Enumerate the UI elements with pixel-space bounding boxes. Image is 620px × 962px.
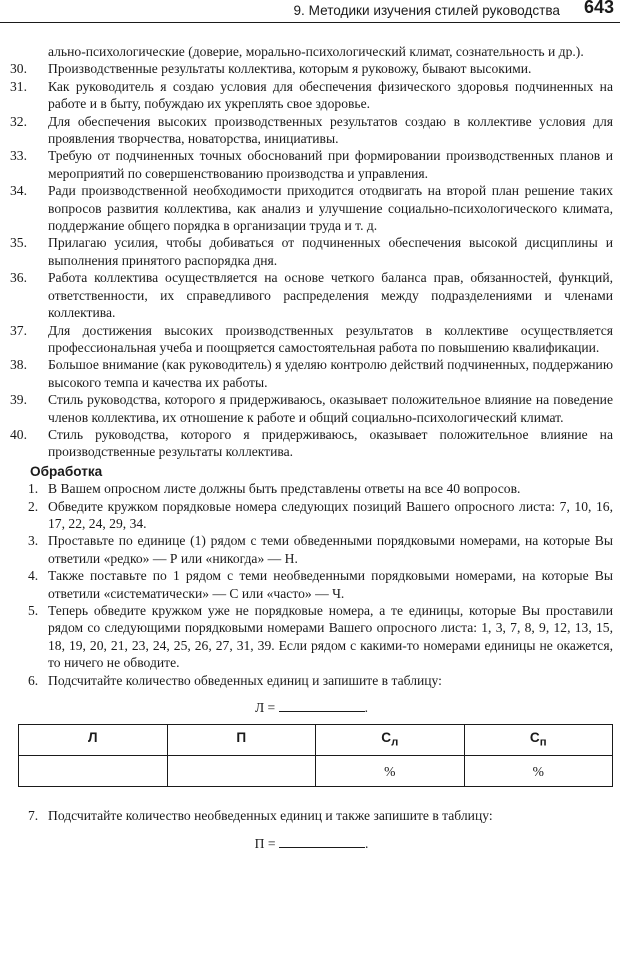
item-number: 32. xyxy=(10,113,27,129)
item-number: 38. xyxy=(10,357,27,373)
list-item xyxy=(10,356,613,391)
item-number: 30. xyxy=(10,61,27,77)
results-table xyxy=(18,724,613,787)
chapter-title: 9. Методики изучения стилей руководства xyxy=(293,3,560,18)
item-number: 35. xyxy=(10,235,27,251)
step-item xyxy=(10,807,613,824)
table-header-cell: П xyxy=(167,725,316,756)
table-cell: % xyxy=(464,756,613,787)
item-text: Ради производственной необходимости приходится отодвигать на второй план решение таких вопросов развития коллектива, как анализ и улучшение социально-психологического климата, поддержание общего порядка в организации труда и т. д. xyxy=(48,183,613,234)
step-text: В Вашем опросном листе должны быть представлены ответы на все 40 вопросов. xyxy=(48,481,521,497)
section-heading: Обработка xyxy=(30,463,103,479)
step-number: 7. xyxy=(28,808,39,824)
table-row xyxy=(19,756,613,787)
item-number: 33. xyxy=(10,148,27,164)
formula-l xyxy=(10,699,613,716)
step-number: 4. xyxy=(28,568,39,584)
item-text: Стиль руководства, которого я придерживаюсь, оказывает положительное влияние на производственные результаты коллектива. xyxy=(48,426,613,460)
questionnaire-items xyxy=(10,60,613,460)
step-item xyxy=(10,480,613,497)
item-text: Прилагаю усилия, чтобы добиваться от подчиненных обеспечения высокой дисциплины и выполнения принятого распорядка дня. xyxy=(48,235,613,268)
list-item xyxy=(10,182,613,234)
step-text: Проставьте по единице (1) рядом с теми обведенными порядковыми номерами, на которые Вы ответили «редко» — Р или «никогда» — Н. xyxy=(48,533,613,566)
list-item xyxy=(10,269,613,321)
step-number: 5. xyxy=(28,603,39,618)
list-item xyxy=(10,113,613,148)
list-item xyxy=(10,234,613,269)
step-number: 6. xyxy=(28,672,39,688)
step-text: Обведите кружком порядковые номера следующих позиций Вашего опросного листа: 7, 10, 16, 17, 22, 24, 29, 34. xyxy=(48,498,613,531)
item-text: Для обеспечения высоких производственных результатов создаю в коллективе условия для проявления творчества, новаторства, инициативы. xyxy=(48,113,613,147)
step-text: Теперь обведите кружком уже не порядковые номера, а те единицы, которые Вы проставили рядом со следующими порядковыми номерами Вашего опросного листа: 1, 3, 7, 8, 9, 12, 13, 15, 18, 19, 20, 21, 23, 24, 25, 26, 27, 31, 39. Если рядом с какими-то номерами единицы не окажется, то ничего не обводите. xyxy=(48,603,613,671)
formula-label: П = xyxy=(254,835,276,851)
list-item xyxy=(10,60,613,77)
step-item xyxy=(10,498,613,533)
formula-p xyxy=(10,835,613,852)
step-item xyxy=(10,567,613,602)
page-header xyxy=(0,0,620,24)
page-body xyxy=(10,43,613,860)
table-header-row xyxy=(19,725,613,756)
item-text: Требую от подчиненных точных обоснований при формировании производственных планов и мероприятий по совершенствованию производства и управления. xyxy=(48,148,613,181)
list-item xyxy=(10,391,613,426)
item-text: Стиль руководства, которого я придерживаюсь, оказывает положительное влияние на поведение членов коллектива, их отношение к работе и общий социально-психологический климат. xyxy=(48,392,613,425)
item-text: Большое внимание (как руководитель) я уделяю контролю действий подчиненных, поддержанию высокого темпа и качества их работы. xyxy=(48,357,613,390)
item-text: Производственные результаты коллектива, которым я руковожу, бывают высокими. xyxy=(48,61,532,77)
blank-line xyxy=(279,837,365,848)
item-text: Для достижения высоких производственных результатов в коллективе осуществляется профессиональная учеба и поощряется самостоятельная работа по повышению квалификации. xyxy=(48,322,613,355)
step-number: 1. xyxy=(28,481,39,497)
continuation-text: ально-психологические (доверие, морально-психологический климат, сознательность и др.). xyxy=(48,44,584,59)
step-text: Подсчитайте количество обведенных единиц и запишите в таблицу: xyxy=(48,672,442,688)
list-item xyxy=(10,426,613,461)
list-item xyxy=(10,322,613,357)
item-number: 37. xyxy=(10,322,27,338)
processing-steps xyxy=(10,480,613,689)
table-header-cell: Л xyxy=(19,725,168,756)
step-item xyxy=(10,672,613,689)
item-text: Работа коллектива осуществляется на основе четкого баланса прав, обязанностей, функций, ответственности, их справедливого распределения между подразделениями и членами коллектива. xyxy=(48,270,613,321)
formula-end: . xyxy=(364,835,369,851)
item-number: 36. xyxy=(10,270,27,286)
table-header-cell: $С_л$ xyxy=(316,725,465,756)
step-item xyxy=(10,532,613,567)
blank-line xyxy=(279,701,365,712)
step-number: 2. xyxy=(28,498,39,514)
formula-end: . xyxy=(364,700,369,716)
table-header-cell: $С_п$ xyxy=(464,725,613,756)
step-text: Подсчитайте количество необведенных единиц и также запишите в таблицу: xyxy=(48,808,493,824)
item-number: 39. xyxy=(10,392,27,408)
table-cell: % xyxy=(316,756,465,787)
item-number: 40. xyxy=(10,426,27,442)
list-item xyxy=(10,78,613,113)
table-cell xyxy=(19,756,168,787)
item-text: Как руководитель я создаю условия для обеспечения физического здоровья подчиненных на работе и в быту, побуждаю их укреплять свое здоровье. xyxy=(48,78,613,112)
item-number: 31. xyxy=(10,78,27,94)
list-item xyxy=(10,147,613,182)
step-number: 3. xyxy=(28,533,39,549)
formula-label: Л = xyxy=(254,700,276,716)
page-number: 643 xyxy=(583,0,614,17)
step-item xyxy=(10,602,613,672)
item-number: 34. xyxy=(10,183,27,199)
step-text: Также поставьте по 1 рядом с теми необведенными порядковыми номерами, на которые Вы ответили «систематически» — С или «часто» — Ч. xyxy=(48,568,613,601)
header-rule xyxy=(0,22,620,23)
table-cell xyxy=(167,756,316,787)
